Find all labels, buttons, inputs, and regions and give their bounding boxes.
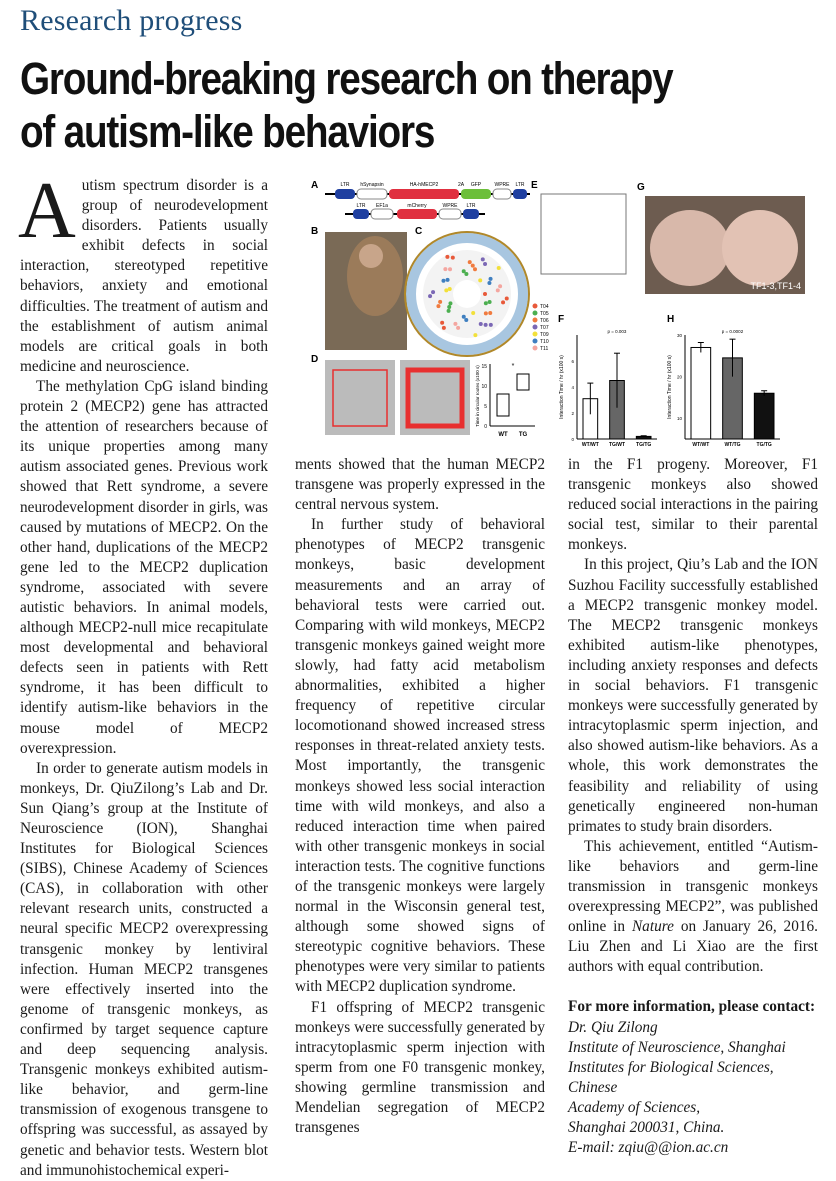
circos-dot — [498, 284, 502, 288]
legend-label: T10 — [540, 339, 549, 345]
contact-address: Institute of Neuroscience, Shanghai — [568, 1038, 786, 1056]
paragraph: F1 offspring of MECP2 transgenic monkeys were successfully generated by intracytoplasmic sperm injection with sperm from one F0 transgenic monkey, showing germline transmission and Mendelian segregation of MECP2 transgenes — [295, 998, 545, 1137]
circos-dot — [448, 287, 452, 291]
contact-address: Shanghai 200031, China. — [568, 1119, 725, 1136]
column-3 — [568, 455, 818, 1158]
figure-svg — [305, 176, 827, 451]
contact-address: Institutes for Biological Sciences, Chinese — [568, 1058, 774, 1096]
contact-name: Dr. Qiu Zilong — [568, 1018, 658, 1036]
ltr-block — [335, 189, 355, 199]
circos-dot — [478, 278, 482, 282]
annotation: p = 0.003 — [607, 329, 627, 334]
circos-dot — [468, 260, 472, 264]
circos-dot — [481, 257, 485, 261]
promoter-block — [357, 189, 387, 199]
construct-label: mCherry — [407, 203, 427, 209]
x-tick-label: WT/WT — [581, 442, 599, 448]
panel-label-e: E — [531, 180, 538, 191]
circos-dot — [448, 267, 452, 271]
cage-photo-wt — [325, 360, 395, 435]
legend-swatch — [533, 332, 538, 337]
text: This achievement, entitled “Autism-like behaviors and germ-line transmission in transgenic monkeys overexpressing MECP2”, was published online in — [568, 837, 818, 936]
bar — [754, 393, 774, 439]
contact-email[interactable]: E-mail: zqiu@@ion.ac.cn — [568, 1139, 729, 1157]
paragraph: In further study of behavioral phenotypes of MECP2 transgenic monkeys, basic development measurements and an array of behavioral tests were carried out. Comparing with wild monkeys, MECP2 transgenic monkeys gained weight more slowly, had fatty acid metabolism abnormalities, exhibited a higher frequency of repetitive circular locomotionand showed increased stress responses in threat-related anxiety tests. Most importantly, the transgenic monkeys showed less social interaction time with wild monkeys, and also a reduced interaction time when paired with other transgenic monkeys in social interaction tests. The cognitive functions of the transgenic monkeys were largely normal in the Wisconsin general test, although some showed signs of stereotypic cognitive behaviors. These phenotypes were very similar to patients with MECP2 duplication syndrome. — [295, 516, 545, 996]
legend-label: T09 — [540, 332, 549, 338]
circos-dot — [473, 267, 477, 271]
x-tick-label: TG/TG — [636, 442, 652, 448]
bar — [691, 347, 711, 439]
circos-dot — [471, 311, 475, 315]
x-tick-label: TG/TG — [756, 442, 772, 448]
circos-dot — [483, 292, 487, 296]
column-2 — [295, 455, 545, 1138]
legend-swatch — [533, 325, 538, 330]
circos-dot — [501, 300, 505, 304]
circos-dot — [440, 321, 444, 325]
tick-label: 15 — [481, 364, 487, 370]
journal-name: Nature — [631, 918, 674, 936]
x-tick-label: TG/WT — [608, 442, 626, 448]
circos-dot — [479, 322, 483, 326]
legend-label: T04 — [540, 304, 549, 310]
legend-swatch — [533, 346, 538, 351]
drop-cap: A — [18, 167, 76, 255]
circos-dot — [488, 300, 492, 304]
construct-label: HA-hMECP2 — [409, 182, 439, 188]
photo-caption: TF1-3,TF1-4 — [750, 281, 801, 291]
circos-dot — [496, 288, 500, 292]
panel-label-c: C — [415, 226, 423, 237]
x-tick-label: WT/WT — [692, 442, 710, 448]
circos-dot — [456, 326, 460, 330]
tick-label: 4 — [571, 385, 574, 390]
circos-dot — [442, 326, 446, 330]
paragraph-intro — [18, 167, 268, 377]
paragraph: In this project, Qiu’s Lab and the ION Suzhou Facility successfully established a MECP2 transgenic monkey model. The MECP2 transgenic monkeys exhibited autism-like phenotypes, including anxiety responses and defects in social behaviors. F1 transgenic monkeys were successfully generated by intracytoplasmic sperm injection, and also showed autism-like behaviors. As a whole, this work demonstrates the feasibility and reliability of using genetically engineered non-human primates to study brain disorders. — [568, 556, 818, 835]
circos-dot — [471, 264, 475, 268]
mecp2-block — [389, 189, 459, 199]
legend-swatch — [533, 311, 538, 316]
legend-c — [533, 304, 549, 353]
construct-label: WPRE — [494, 182, 510, 188]
circos-dot — [436, 304, 440, 308]
circos-dot — [484, 323, 488, 327]
panel-label-d: D — [311, 354, 319, 365]
legend-swatch — [533, 339, 538, 344]
paragraph — [568, 837, 818, 978]
circos-dot — [448, 301, 452, 305]
tick-label: 2 — [571, 411, 574, 416]
tick-label: 0 — [571, 437, 574, 442]
circos-dot — [483, 262, 487, 266]
column-1 — [18, 167, 268, 1181]
paragraph: The methylation CpG island binding protein 2 (MECP2) gene has attracted the attention of researchers because of its unique properties among many autism associated genes. Previous work showed that Rett syndrome, a severe neurodevelopment disorder in girls, was caused by mutations of MECP2. On the other hand, duplications of the MECP2 gene led to the MECP2 duplication syndrome, associated with severe autistic behaviors. In animal models, although MECP2-null mice recapitulate most developmental and behavioral defects seen in patients with Rett syndrome, it has been difficult to identify autism-like behaviors in the mouse model of MECP2 overexpression. — [20, 377, 268, 757]
tick-label: 30 — [676, 333, 682, 338]
gfp-block — [461, 189, 491, 199]
panel-label-a: A — [311, 180, 319, 191]
box-wt — [497, 394, 509, 416]
headline — [20, 52, 708, 158]
circos-dot — [447, 305, 451, 309]
x-tick-label: TG — [518, 432, 528, 438]
paragraph-text: utism spectrum disorder is a group of neurodevelopment disorders. Patients usually exhibit defects in social interaction, stereotyped repetitive behaviors, anxiety and emotional difficulties. The treatment of autism and the establishment of autism animal models are critical goals in both medicine and neuroscience. — [20, 177, 268, 375]
circos-dot — [464, 272, 468, 276]
legend-label: T07 — [540, 325, 549, 331]
construct-label: LTR — [356, 203, 366, 209]
circos-dot — [444, 288, 448, 292]
circos-dot — [428, 294, 432, 298]
pairing-diagram — [541, 194, 626, 274]
circos-dot — [464, 318, 468, 322]
circos-dot — [489, 277, 493, 281]
legend-swatch — [533, 318, 538, 323]
circos-dot — [438, 300, 442, 304]
x-tick-label: WT/TG — [724, 442, 741, 448]
construct-label: 2A — [457, 182, 465, 188]
legend-label: T05 — [540, 311, 549, 317]
circos-dot — [484, 311, 488, 315]
tick-label: 20 — [676, 374, 682, 380]
panel-label-h: H — [667, 314, 675, 325]
headline-line-2: of autism-like behaviors — [20, 106, 435, 157]
contact-address: Academy of Sciences, — [568, 1098, 701, 1116]
section-title: Research progress — [20, 4, 243, 37]
paragraph: ments showed that the human MECP2 transgene was properly expressed in the central nervous system. — [295, 456, 545, 514]
panel-label-f: F — [558, 314, 565, 325]
circos-dot — [484, 301, 488, 305]
circos-dot — [441, 279, 445, 283]
construct-label: GFP — [470, 182, 482, 188]
circos-dot — [462, 315, 466, 319]
construct-label: LTR — [340, 182, 350, 188]
circos-dot — [497, 266, 501, 270]
annotation: p = 0.0002 — [721, 329, 744, 334]
circos-dot — [446, 278, 450, 282]
construct-label: hSynapsin — [360, 182, 384, 188]
legend-label: T11 — [540, 346, 549, 352]
y-axis-label: Time in circular routes (x100 s) — [475, 365, 480, 427]
x-tick-label: WT — [498, 432, 508, 438]
construct-label: WPRE — [442, 203, 458, 209]
significance-marker: * — [511, 363, 515, 370]
circos-dot — [445, 255, 449, 259]
tick-label: 10 — [676, 416, 682, 422]
tick-label: 5 — [484, 404, 487, 410]
circos-dot — [505, 297, 509, 301]
panel-label-g: G — [637, 182, 645, 193]
headline-line-1: Ground-breaking research on therapy — [20, 53, 673, 104]
construct-label: EF1a — [376, 203, 388, 209]
paragraph: in the F1 progeny. Moreover, F1 transgenic monkeys also showed reduced social interactions in the pairing social test, similar to their parental monkeys. — [568, 456, 818, 554]
tick-label: 10 — [481, 384, 487, 390]
chart-h — [667, 329, 780, 448]
legend-swatch — [533, 304, 538, 309]
circos-dot — [443, 267, 447, 271]
panel-d-boxplot — [475, 363, 535, 438]
circos-dot — [488, 311, 492, 315]
chart-f — [559, 329, 657, 448]
circos-dot — [431, 290, 435, 294]
circos-dot — [447, 309, 451, 313]
construct-label: LTR — [466, 203, 476, 209]
tick-label: 6 — [571, 359, 574, 364]
circos-dot — [451, 256, 455, 260]
y-axis-label: Interaction Time / hr (x100 s) — [667, 355, 673, 419]
figure — [305, 176, 827, 451]
circos-dot — [453, 322, 457, 326]
mcherry-block — [397, 209, 437, 219]
y-axis-label: Interaction Time / hr (x100 s) — [559, 355, 565, 419]
circos-dot — [473, 333, 477, 337]
circos-dot — [489, 323, 493, 327]
paragraph: In order to generate autism models in monkeys, Dr. QiuZilong’s Lab and Dr. Sun Qiang’s group at the Institute of Neuroscience (ION), Shanghai Institutes for Biological Sciences (SIBS), Chinese Academy of Sciences (CAS), in collaboration with other relevant research units, constructed a neural specific MECP2 overexpressing transgenic monkey by lentiviral infection. Human MECP2 transgenes were effectively inserted into the genome of transgenic monkeys, as confirmed by target sequence capture and deep sequencing analysis. Transgenic monkeys exhibited autism-like behavior, and germ-line transmission of exogenous transgene to offspring was successful, as assayed by genetic and behavior tests. Western blot and immunohistochemical experi- — [20, 759, 268, 1179]
panel-label-b: B — [311, 226, 319, 237]
contact-heading: For more information, please contact: — [568, 998, 816, 1016]
box-tg — [517, 374, 529, 390]
construct-label: LTR — [515, 182, 525, 188]
circos-dot — [487, 281, 491, 285]
text: on January 26, 2016. Liu Zhen and Li Xiao are the first authors with equal contribution. — [568, 918, 818, 976]
tick-label: 0 — [484, 424, 487, 430]
legend-label: T06 — [540, 318, 549, 324]
